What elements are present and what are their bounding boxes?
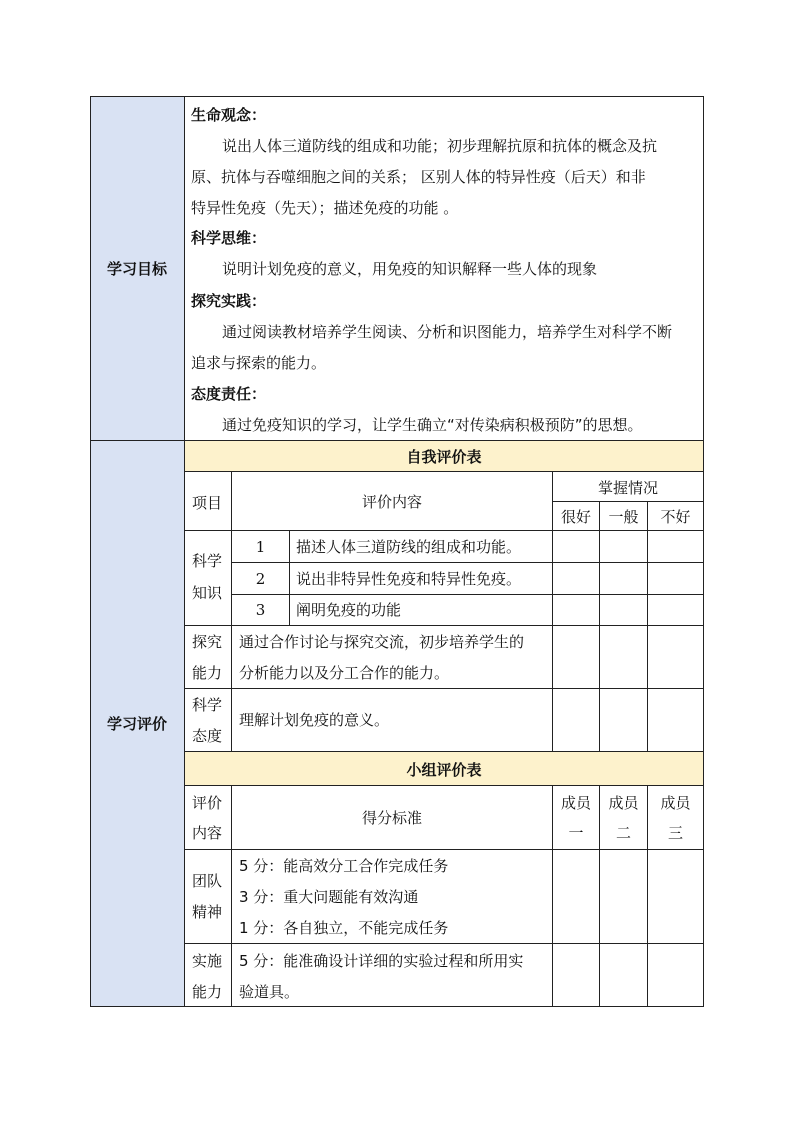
knowledge-label-1: 科学	[192, 552, 223, 570]
member-1-line-2: 一	[568, 824, 584, 842]
member-3-line-1: 成员	[660, 794, 691, 812]
member-3-line-2: 三	[667, 824, 683, 842]
knowledge-label-2: 知识	[192, 584, 223, 602]
team-line-1: 5 分：能高效分工合作完成任务	[239, 857, 449, 875]
attitude-label-2: 态度	[192, 727, 223, 745]
inquiry-line-2: 分析能力以及分工合作的能力。	[239, 664, 450, 682]
attitude-line-1: 通过免疫知识的学习，让学生确立“对传染病积极预防”的思想。	[222, 416, 643, 434]
attitude-title: 态度责任：	[191, 385, 267, 403]
team-line-3: 1 分：各自独立，不能完成任务	[239, 919, 449, 937]
evaluation-label: 学习评价	[107, 715, 168, 733]
inquiry-label-1: 探究	[192, 633, 223, 651]
knowledge-text-1: 描述人体三道防线的组成和功能。	[296, 538, 522, 556]
practice-line-2: 追求与探索的能力。	[191, 354, 327, 372]
objectives-label: 学习目标	[107, 260, 168, 278]
impl-line-1: 5 分：能准确设计详细的实验过程和所用实	[239, 952, 524, 970]
mastery-level-2: 一般	[608, 508, 639, 526]
group-content-label-1: 评价	[192, 794, 223, 812]
col-mastery-header: 掌握情况	[597, 479, 658, 497]
attitude-label-1: 科学	[192, 696, 223, 714]
impl-label-2: 能力	[192, 983, 223, 1001]
science-thinking-title: 科学思维：	[191, 229, 267, 247]
inquiry-label-2: 能力	[192, 664, 223, 682]
member-2-line-1: 成员	[608, 794, 639, 812]
group-content-label-2: 内容	[192, 824, 223, 842]
knowledge-num-2: 2	[255, 570, 266, 588]
life-line-1: 说出人体三道防线的组成和功能；初步理解抗原和抗体的概念及抗	[222, 137, 658, 155]
knowledge-num-1: 1	[255, 538, 266, 556]
attitude-text: 理解计划免疫的意义。	[239, 711, 390, 729]
member-1-line-1: 成员	[560, 794, 591, 812]
knowledge-num-3: 3	[255, 601, 266, 619]
col-content-header: 评价内容	[361, 493, 422, 511]
knowledge-text-2: 说出非特异性免疫和特异性免疫。	[296, 570, 522, 588]
col-item-header: 项目	[192, 494, 223, 512]
group-eval-title: 小组评价表	[406, 761, 482, 779]
member-2-line-2: 二	[615, 824, 631, 842]
mastery-level-1: 很好	[560, 508, 591, 526]
life-line-3: 特异性免疫（先天）；描述免疫的功能 。	[191, 199, 459, 217]
life-concept-title: 生命观念：	[191, 106, 267, 124]
practice-line-1: 通过阅读教材培养学生阅读、分析和识图能力，培养学生对科学不断	[222, 323, 673, 341]
team-label-2: 精神	[192, 903, 223, 921]
mastery-level-3: 不好	[660, 508, 691, 526]
practice-title: 探究实践：	[191, 292, 267, 310]
impl-label-1: 实施	[192, 952, 223, 970]
inquiry-line-1: 通过合作讨论与探究交流，初步培养学生的	[239, 633, 525, 651]
self-eval-title: 自我评价表	[406, 448, 482, 466]
science-line-1: 说明计划免疫的意义，用免疫的知识解释一些人体的现象	[222, 260, 598, 278]
team-label-1: 团队	[192, 872, 223, 890]
team-line-2: 3 分：重大问题能有效沟通	[239, 888, 419, 906]
life-line-2: 原、抗体与吞噬细胞之间的关系； 区别人体的特异性疫（后天）和非	[191, 168, 646, 186]
knowledge-text-3: 阐明免疫的功能	[296, 601, 402, 619]
impl-line-2: 验道具。	[239, 983, 300, 1001]
group-standard-header: 得分标准	[361, 809, 422, 827]
